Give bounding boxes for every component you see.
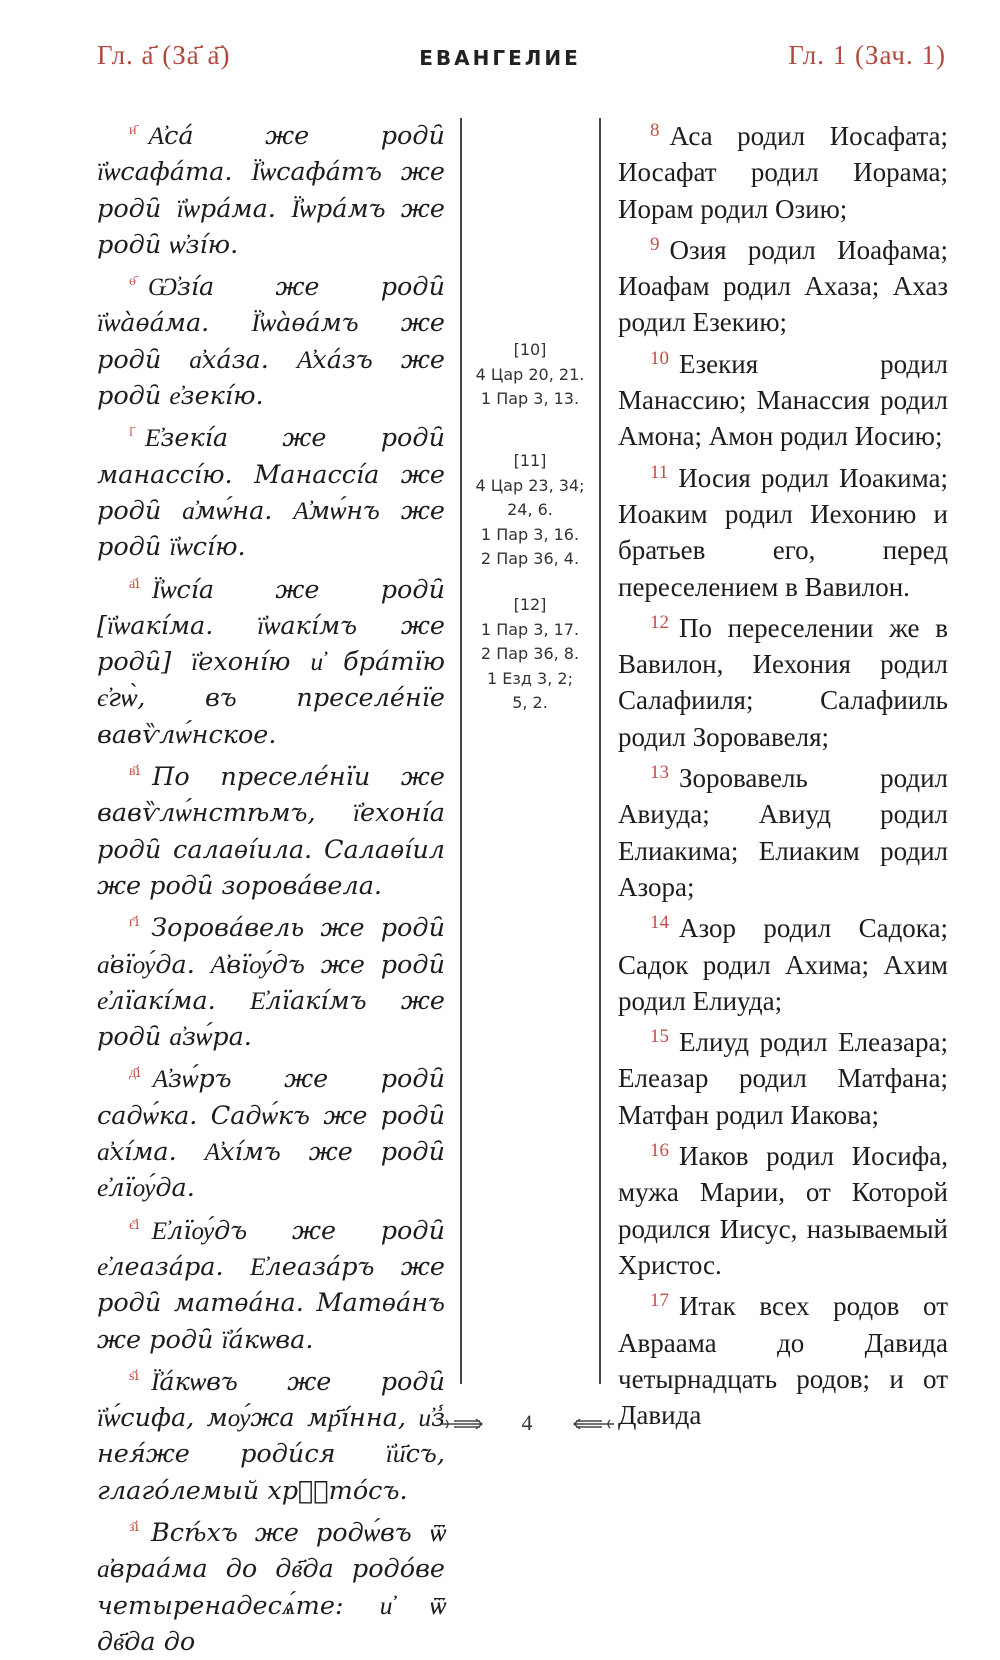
verse-text: Езекия родил Манассию; Манассия родил Амона; Амон родил Иосию; [618,348,948,452]
russian-verse [618,113,948,227]
slavonic-verse [97,112,445,263]
cross-reference-block [468,593,592,716]
russian-text-column [618,113,948,1433]
verse-number: є҃і [129,1216,140,1233]
verse-number: 17 [650,1290,669,1312]
reference-line: 1 Пар 3, 13. [480,389,580,408]
reference-line: 1 Езд 3, 2; [487,668,573,688]
slavonic-verse [97,1509,445,1660]
verse-text: Иаков родил Иосифа, мужа Марии, от Которой родился Иисус, называемый Христос. [618,1141,948,1280]
reference-line: 4 Цар 23, 34; [475,475,585,495]
column-divider-left [460,118,462,1384]
verse-number: 11 [650,461,669,483]
verse-text: Азор родил Садока; Садок родил Ахима; Ахим родил Елиуда; [618,913,948,1016]
verse-number: 12 [650,611,669,633]
column-divider-right [599,118,601,1384]
verse-number: ѳ҃ [129,273,136,290]
cross-reference-block [468,449,592,572]
page-footer [0,1408,1000,1444]
reference-verse-label: [10] [513,340,547,359]
book-title: ЕВАНГЕЛИЕ [419,46,581,70]
cross-reference-block [468,338,592,412]
russian-verse [618,1133,948,1283]
reference-line: 1 Пар 3, 16. [480,524,580,544]
verse-number: в҃і [129,763,141,780]
verse-number: 8 [650,120,660,141]
verse-number: 16 [650,1140,669,1162]
verse-number: 10 [650,347,669,369]
slavonic-verse [97,566,445,753]
verse-text: Зорова́вель же роди̑ а҆вїѹ́да. А҆вїѹ́дъ же роди̑ е҆лїакі́ма. Е҆лїакі́мъ же роди̑ а҆зѡ́ра. [97,913,445,1053]
chapter-header-slavonic: Гл. а҃ (За҃ а҃) [97,40,231,70]
verse-number: з҃і [129,1518,140,1535]
verse-number: г҃і [129,914,140,931]
verse-number: 9 [650,233,660,255]
verse-number: д҃і [129,1065,141,1082]
verse-text: Иосия родил Иоакима; Иоаким родил Иехонию и братьев его, перед переселением в Вавилон. [618,462,948,602]
chapter-header-russian: Гл. 1 (Зач. 1) [788,40,946,70]
verse-text: По преселе́нїи же вавѷлѡ́нстѣмъ, ї҆ехоні́а роди̑ салаѳі́ила. Салаѳі́ил же роди̑ зорова́вела. [97,762,445,901]
verse-text: Аса родил Иосафата; Иосафат родил Иорама; Иорам родил Озию; [618,121,948,224]
ornament-right-icon [572,1416,616,1432]
verse-text: Ѡ҆зі́а же роди̑ ї҆ѡа̀ѳа́ма. Ї҆ѡа̀ѳа́мъ же роди̑ а҆ха́за. А҆ха́зъ же роди̑ е҆зекі́ю. [97,272,445,412]
verse-text: Е҆лїѹ́дъ же роди̑ е҆леаза́ра. Е҆леаза́ръ же роди̑ матѳа́на. Матѳа́нъ же роди̑ ї҆а́кѡва. [97,1215,445,1355]
russian-verse [618,905,948,1019]
slavonic-verse [97,414,445,565]
russian-verse [618,227,948,341]
verse-text: По переселении же в Вавилон, Иехония родил Салафииля; Салафииль родил Зоровавеля; [618,612,948,752]
slavonic-verse [97,263,445,414]
reference-verse-label: [11] [513,451,547,470]
verse-text: А҆са́ же роди̑ ї҆ѡсафа́та. Ї҆ѡсафа́тъ же роди̑ ї҆ѡра́ма. Ї҆ѡра́мъ же роди̑ ѡ҆зі́ю. [97,121,445,260]
russian-verse [618,605,948,755]
verse-number: а҃і [129,575,140,592]
slavonic-verse [97,904,445,1055]
reference-line: 1 Пар 3, 17. [480,619,580,639]
slavonic-verse [97,1207,445,1358]
reference-line: 4 Цар 20, 21. [475,364,585,384]
ornament-left-icon [440,1416,484,1432]
verse-text: Озия родил Иоафама; Иоафам родил Ахаза; Ахаз родил Езекию; [618,234,948,338]
reference-verse-label: [12] [513,595,547,614]
verse-number: 14 [650,912,669,934]
reference-line: 2 Пар 36, 8. [480,644,580,663]
reference-line: 2 Пар 36, 4. [480,549,580,568]
verse-text: Итак всех родов от Авраама до Давида четырнадцать родов; и от Давида [618,1291,948,1431]
verse-text: Елиуд родил Елеазара; Елеазар родил Матфана; Матфан родил Иакова; [618,1027,948,1130]
verse-number: 13 [650,762,669,784]
verse-text: Ї҆ѡсі́а же роди̑ [ї҆ѡакі́ма. ї҆ѡакі́мъ же роди̑] ї҆ехоні́ю и҆ бра́тїю є҆гѡ̀, въ преселе́нїе вавѷлѡ́нское. [97,574,445,750]
verse-text: Всѣ́хъ же родѡ́въ ѿ а҆враа́ма до дв҃да родо́ве четыренадесѧ́те: и҆ ѿ дв҃да до [97,1517,445,1657]
russian-verse [618,1019,948,1133]
russian-verse [618,755,948,905]
verse-number: и҃ [129,122,137,138]
reference-line: 5, 2. [512,693,548,712]
slavonic-verse [97,753,445,904]
verse-text: Зоровавель родил Авиуда; Авиуд родил Елиакима; Елиаким родил Азора; [618,763,948,902]
russian-verse [618,455,948,605]
verse-text: А҆зѡ́ръ же роди̑ садѡ́ка. Садѡ́къ же роди̑ а҆хі́ма. А҆хі́мъ же роди̑ е҆лїѹ́да. [97,1064,445,1204]
verse-number: і҃ [129,424,133,441]
verse-text: Ї҆а́кѡвъ же роди̑ ї҆ѡ́сифа, мѹ́жа мр҃і́нна, и҆з̾ нея́же роди́ся ї҆и҃съ, глаго́лемый хрⷭ҇то́съ. [97,1366,445,1506]
reference-line: 24, 6. [507,500,553,519]
slavonic-verse [97,1055,445,1206]
page-number: 4 [521,1410,533,1435]
verse-number: ѕ҃і [129,1367,139,1384]
russian-verse [618,341,948,455]
verse-text: Е҆зекі́а же роди̑ манассі́ю. Манассі́а же роди̑ а҆мѡ́на. А҆мѡ́нъ же роди̑ ї҆ѡсі́ю. [97,423,445,563]
verse-number: 15 [650,1026,669,1048]
